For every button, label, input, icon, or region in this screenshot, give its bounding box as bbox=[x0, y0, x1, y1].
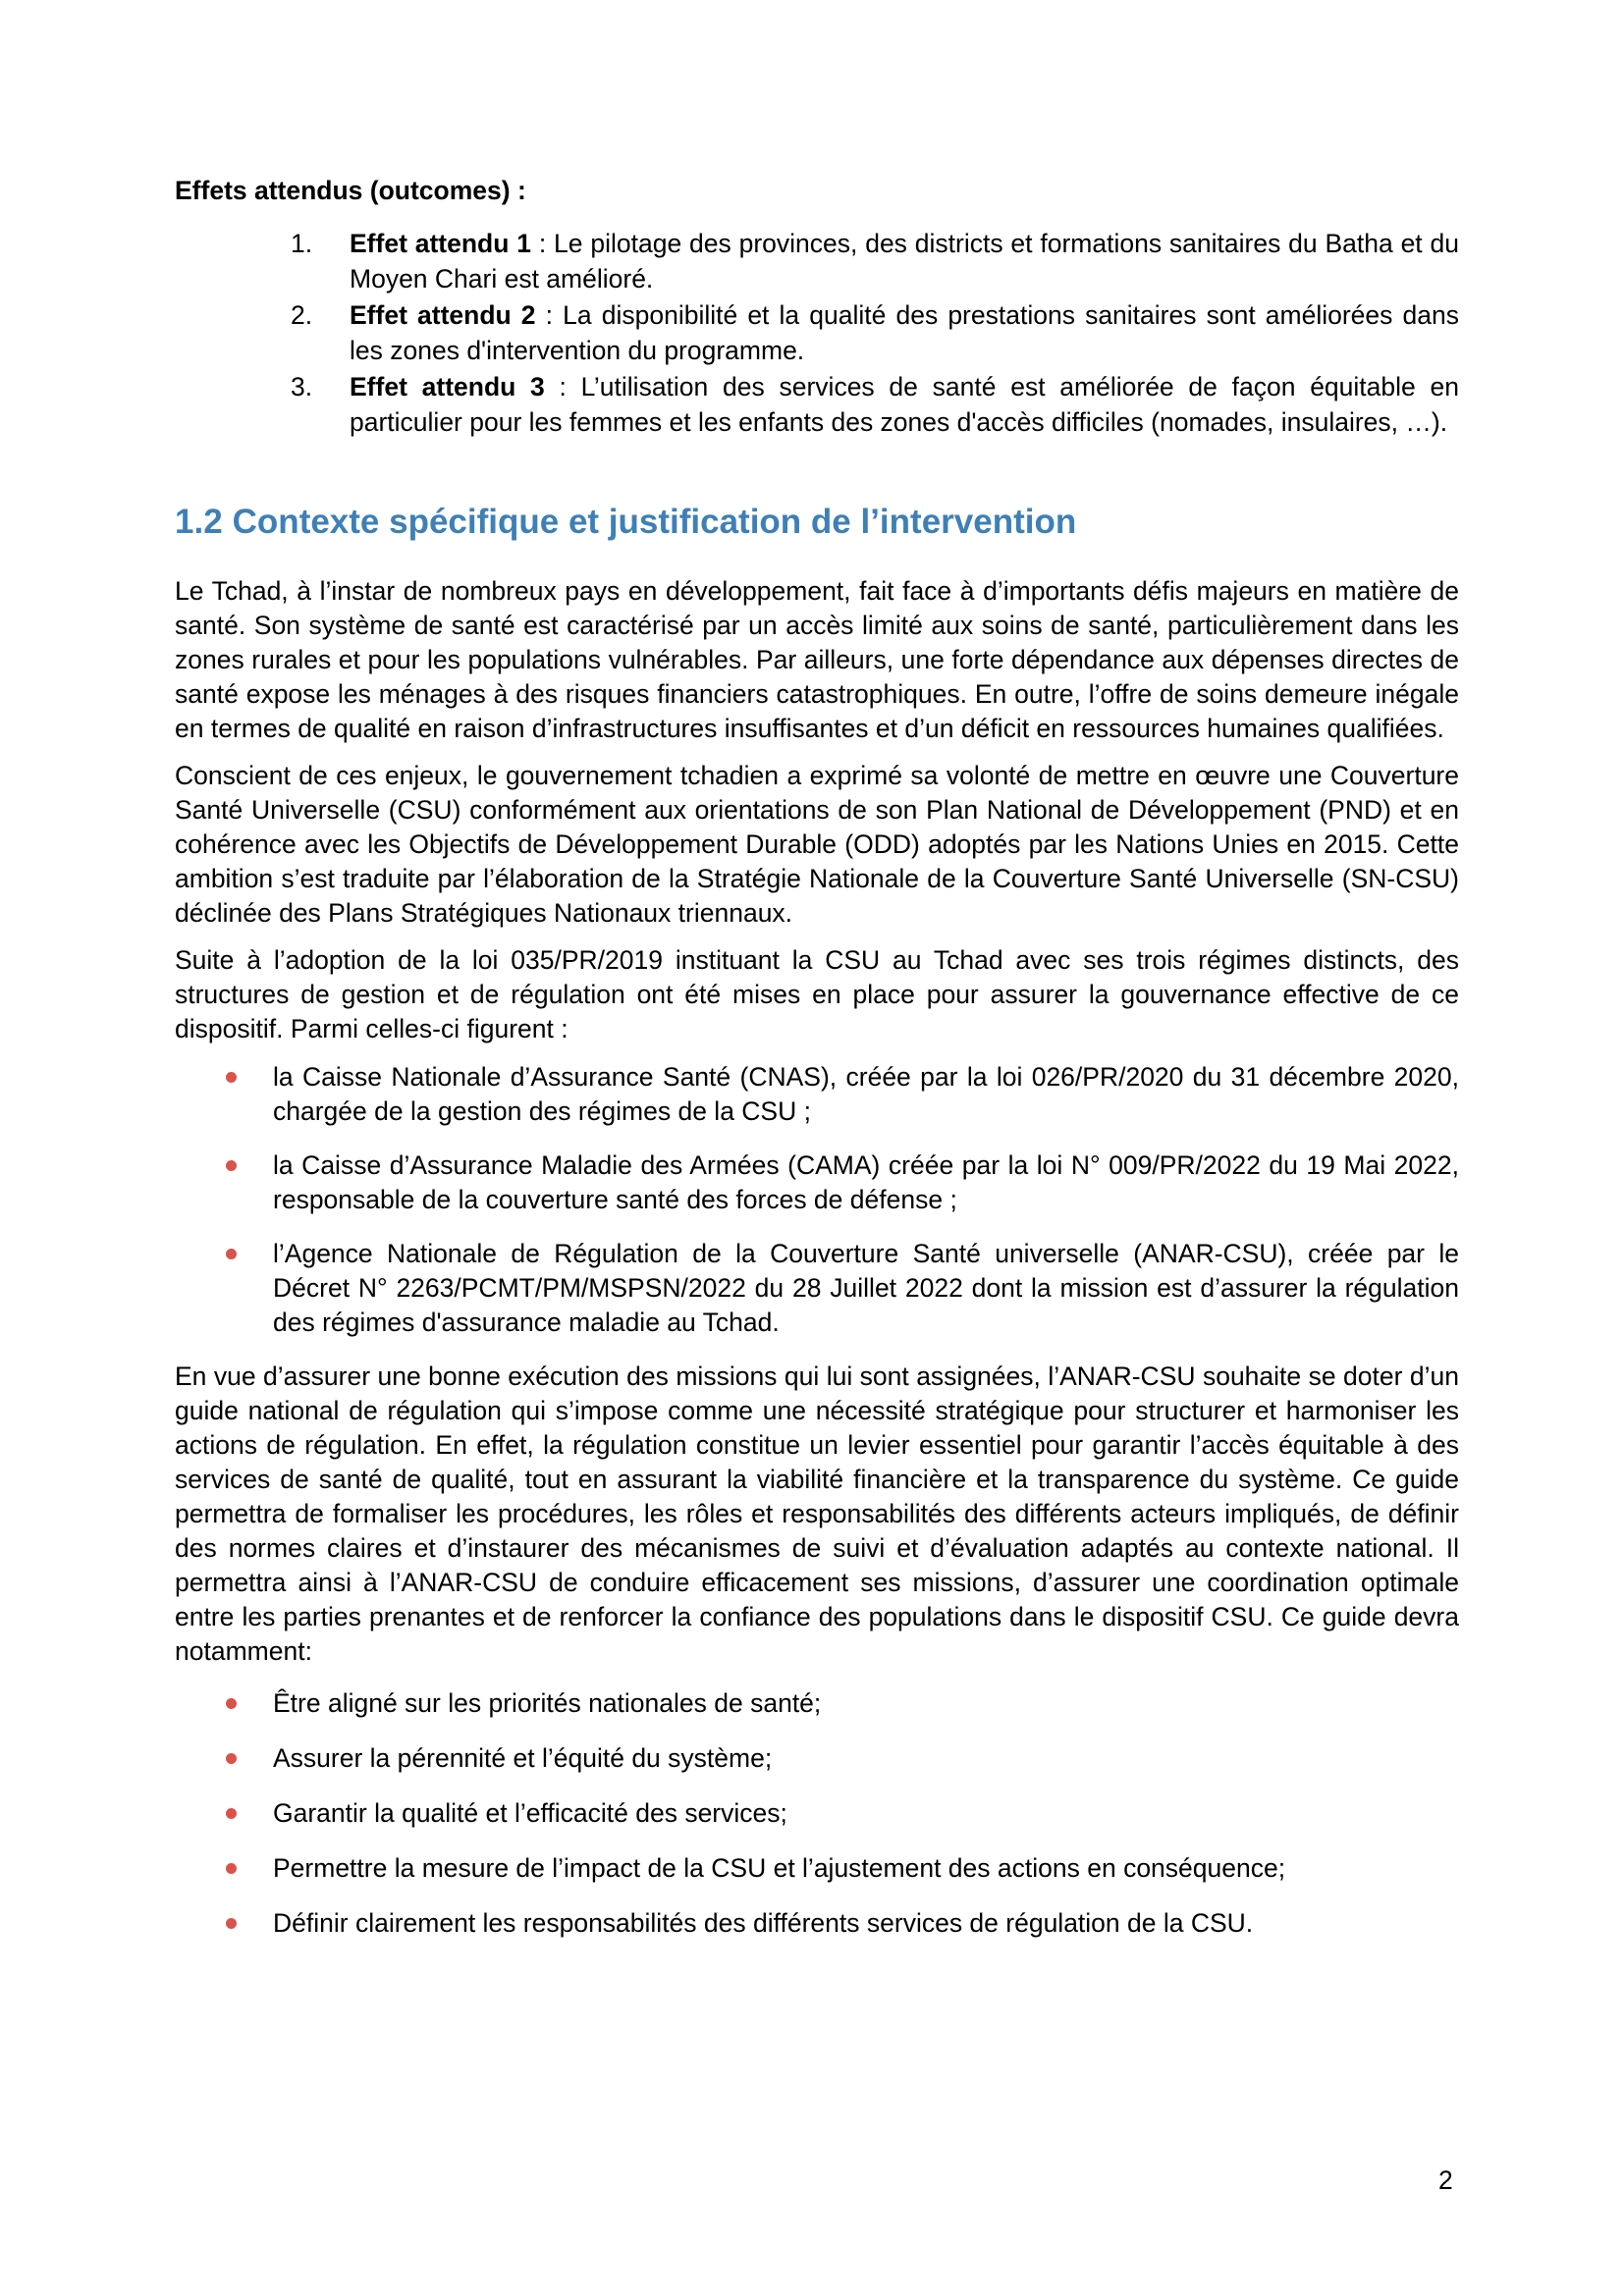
outcomes-heading: Effets attendus (outcomes) : bbox=[175, 176, 526, 205]
page-content bbox=[175, 173, 1459, 1961]
list-item-text: Garantir la qualité et l’efficacité des services; bbox=[273, 1798, 787, 1828]
outcome-number: 1. bbox=[291, 229, 313, 258]
outcome-list bbox=[175, 226, 1459, 440]
bullet-dot-icon bbox=[226, 1072, 237, 1083]
outcome-name: Effet attendu 1 bbox=[350, 229, 531, 258]
outcome-number: 3. bbox=[291, 372, 313, 401]
section-title: Contexte spécifique et justification de l’intervention bbox=[232, 503, 1077, 541]
outcome-item bbox=[175, 369, 1459, 440]
list-item-text: Assurer la pérennité et l’équité du système; bbox=[273, 1743, 773, 1773]
bullet-dot-icon bbox=[226, 1918, 237, 1929]
outcome-name: Effet attendu 3 bbox=[350, 372, 545, 401]
list-item bbox=[175, 1851, 1459, 1886]
paragraph-structures-intro: Suite à l’adoption de la loi 035/PR/2019 instituant la CSU au Tchad avec ses trois régimes distincts, des structures de gestion et de régulation ont été mises en place pour assurer la gouvernance effective de ce dispositif. Parmi celles-ci figurent : bbox=[175, 945, 1459, 1043]
bullet-dot-icon bbox=[226, 1753, 237, 1764]
list-item bbox=[175, 1237, 1459, 1340]
paragraph-guide: En vue d’assurer une bonne exécution des missions qui lui sont assignées, l’ANAR-CSU souhaite se doter d’un guide national de régulation qui s’impose comme une nécessité stratégique pour structurer et harmoniser les actions de régulation. En effet, la régulation constitue un levier essentiel pour garantir l’accès équitable à des services de santé de qualité, tout en assurant la viabilité financière et la transparence du système. Ce guide permettra de formaliser les procédures, les rôles et responsabilités des différents acteurs impliqués, de définir des normes claires et d’instaurer des mécanismes de suivi et d’évaluation adaptés au contexte national. Il permettra ainsi à l’ANAR-CSU de conduire efficacement ses missions, d’assurer une coordination optimale entre les parties prenantes et de renforcer la confiance des populations dans le dispositif CSU. Ce guide devra notamment: bbox=[175, 1362, 1459, 1666]
guide-goals-list bbox=[175, 1686, 1459, 1941]
bullet-dot-icon bbox=[226, 1698, 237, 1709]
list-item bbox=[175, 1148, 1459, 1217]
bullet-dot-icon bbox=[226, 1160, 237, 1171]
list-item-text: Être aligné sur les priorités nationales de santé; bbox=[273, 1688, 822, 1718]
list-item-text: la Caisse d’Assurance Maladie des Armées (CAMA) créée par la loi N° 009/PR/2022 du 19 Mai 2022, responsable de la couverture santé des forces de défense ; bbox=[273, 1150, 1459, 1214]
list-item bbox=[175, 1060, 1459, 1129]
outcome-number: 2. bbox=[291, 300, 313, 330]
list-item bbox=[175, 1686, 1459, 1721]
list-item-text: Définir clairement les responsabilités des différents services de régulation de la CSU. bbox=[273, 1908, 1254, 1938]
page-number: 2 bbox=[1438, 2165, 1453, 2195]
section-heading bbox=[175, 503, 1459, 542]
list-item bbox=[175, 1796, 1459, 1831]
outcome-text: : L’utilisation des services de santé est améliorée de façon équitable en particulier pour les femmes et les enfants des zones d'accès difficiles (nomades, insulaires, …). bbox=[350, 372, 1459, 437]
list-item-text: la Caisse Nationale d’Assurance Santé (CNAS), créée par la loi 026/PR/2020 du 31 décembre 2020, chargée de la gestion des régimes de la CSU ; bbox=[273, 1062, 1459, 1126]
structures-list bbox=[175, 1060, 1459, 1340]
list-item-text: l’Agence Nationale de Régulation de la Couverture Santé universelle (ANAR-CSU), créée par le Décret N° 2263/PCMT/PM/MSPSN/2022 du 28 Juillet 2022 dont la mission est d’assurer la régulation des régimes d'assurance maladie au Tchad. bbox=[273, 1239, 1459, 1337]
bullet-dot-icon bbox=[226, 1249, 237, 1259]
outcome-item bbox=[175, 226, 1459, 296]
list-item bbox=[175, 1906, 1459, 1941]
outcome-item bbox=[175, 297, 1459, 368]
outcome-name: Effet attendu 2 bbox=[350, 300, 536, 330]
list-item-text: Permettre la mesure de l’impact de la CSU et l’ajustement des actions en conséquence; bbox=[273, 1853, 1286, 1883]
outcome-text: : Le pilotage des provinces, des districts et formations sanitaires du Batha et du Moyen Chari est amélioré. bbox=[350, 229, 1459, 294]
paragraph-context: Le Tchad, à l’instar de nombreux pays en développement, fait face à d’importants défis majeurs en matière de santé. Son système de santé est caractérisé par un accès limité aux soins de santé, particulièrement dans les zones rurales et pour les populations vulnérables. Par ailleurs, une forte dépendance aux dépenses directes de santé expose les ménages à des risques financiers catastrophiques. En outre, l’offre de soins demeure inégale en termes de qualité en raison d’infrastructures insuffisantes et d’un déficit en ressources humaines qualifiées. bbox=[175, 576, 1459, 743]
list-item bbox=[175, 1741, 1459, 1776]
paragraph-csu-commitment: Conscient de ces enjeux, le gouvernement tchadien a exprimé sa volonté de mettre en œuvre une Couverture Santé Universelle (CSU) conformément aux orientations de son Plan National de Développement (PND) et en cohérence avec les Objectifs de Développement Durable (ODD) adoptés par les Nations Unies en 2015. Cette ambition s’est traduite par l’élaboration de la Stratégie Nationale de la Couverture Santé Universelle (SN-CSU) déclinée des Plans Stratégiques Nationaux triennaux. bbox=[175, 761, 1459, 928]
bullet-dot-icon bbox=[226, 1808, 237, 1819]
outcome-text: : La disponibilité et la qualité des prestations sanitaires sont améliorées dans les zones d'intervention du programme. bbox=[350, 300, 1459, 365]
section-number: 1.2 bbox=[175, 503, 223, 541]
bullet-dot-icon bbox=[226, 1863, 237, 1874]
